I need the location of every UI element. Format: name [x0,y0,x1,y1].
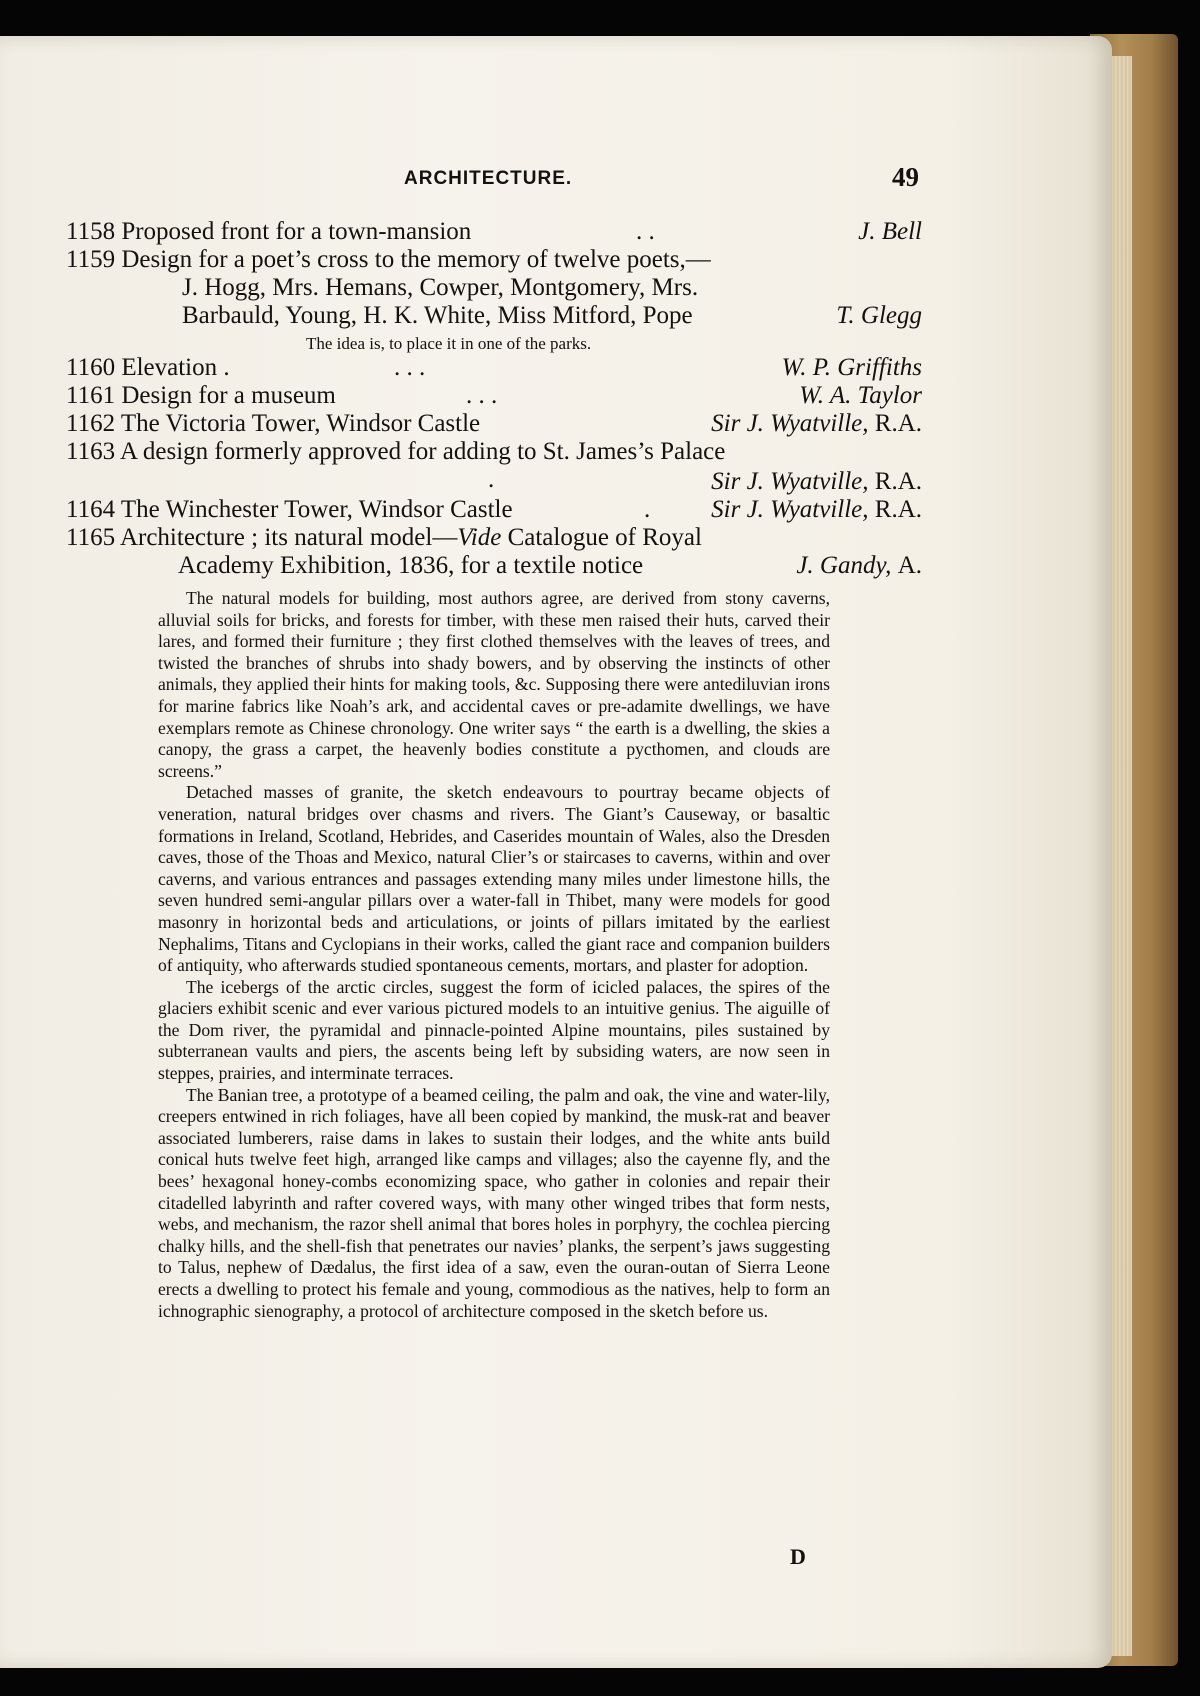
entry-1159-line2: J. Hogg, Mrs. Hemans, Cowper, Montgomery, Mrs. [182,274,699,301]
entry-number: 1164 [66,496,116,523]
entry-artist: Sir J. Wyatville, R.A. [711,496,922,523]
description-text [158,588,830,1322]
entry-artist: J. Gandy, A. [796,552,922,579]
entry-number: 1163 [66,438,116,465]
entry-number: 1160 [66,354,116,381]
running-header: ARCHITECTURE. [404,168,573,189]
page-number: 49 [892,162,919,192]
entry-title: The Victoria Tower, Windsor Castle [120,410,481,437]
entry-number: 1159 [66,246,116,273]
entry-artist: W. A. Taylor [799,382,922,409]
entry-artist: J. Bell [858,218,922,245]
entry-1165-line2: Academy Exhibition, 1836, for a textile notice [178,552,644,579]
paragraph: The Banian tree, a prototype of a beamed ceiling, the palm and oak, the vine and water-lily, creepers entwined in rich foliages, have all been copied by mankind, the musk-rat and beaver associated lumberers, raise dams in lakes to sustain their lodges, and the white ants build conical huts twelve feet high, arranged like camps and villages; also the cayenne fly, and the bees’ hexagonal honey-combs economizing space, who gather in colonies and repair their citadelled labyrinth and rafter covered ways, with many other winged tribes that form nests, webs, and mechanism, the razor shell animal that bores holes in porphyry, the cochlea piercing chalky hills, and the shell-fish that penetrates our navies’ planks, the serpent’s jaws suggesting to Talus, nephew of Dædalus, the first idea of a saw, even the ouran-outan of Sierra Leone erects a dwelling to protect his female and young, commodious as the natives, help to form an ichnographic sienography, a protocol of architecture composed in the sketch before us. [158,1084,830,1321]
leader-dots: . . . [394,354,426,381]
entry-title: Elevation . [121,354,230,381]
entry-title: Architecture ; its natural model—Vide Catalogue of Royal [119,524,702,551]
leader-dots: . . [636,218,655,245]
leader-dots: . [488,466,495,493]
entry-title: Proposed front for a town-mansion [121,218,472,245]
signature-mark: D [790,1544,806,1569]
paragraph: The icebergs of the arctic circles, suggest the form of icicled palaces, the spires of the glaciers exhibit scenic and ever various pictured models to an intuitive genius. The aiguille of the Dom river, the pyramidal and pinnacle-pointed Alpine mountains, piles sustained by subterranean vaults and piers, the ascents being left by subsiding waters, are now seen in steppes, prairies, and interminate terraces. [158,976,830,1084]
entry-number: 1165 [66,524,116,551]
entry-artist: W. P. Griffiths [781,354,922,381]
entry-number: 1162 [66,410,116,437]
book-page [0,36,1112,1668]
entry-title: A design formerly approved for adding to St. James’s Palace [119,438,726,465]
entry-number: 1161 [66,382,116,409]
entry-note: The idea is, to place it in one of the parks. [306,334,592,353]
entry-artist: T. Glegg [836,302,922,329]
paragraph: Detached masses of granite, the sketch endeavours to pourtray became objects of veneration, natural bridges over chasms and rivers. The Giant’s Causeway, or basaltic formations in Ireland, Scotland, Hebrides, and Caserides mountain of Wales, also the Dresden caves, those of the Thoas and Mexico, natural Clier’s or staircases to caverns, within and over caverns, and various entrances and passages extending many miles under limestone hills, the seven hundred semi-angular pillars over a water-fall in Thibet, many were models for good masonry in horizontal beds and articulations, or joints of pillars imitated by the earliest Nephalims, Titans and Cyclopians in their works, called the giant race and companion builders of antiquity, who afterwards studied spontaneous cements, mortars, and plaster for adoption. [158,782,830,976]
leader-dots: . . . [466,382,498,409]
entry-artist: Sir J. Wyatville, R.A. [711,410,922,437]
leader-dots: . [644,496,651,523]
entry-title: Design for a museum [121,382,336,409]
entry-1163 [66,438,725,466]
entry-title: The Winchester Tower, Windsor Castle [120,496,513,523]
entry-artist: Sir J. Wyatville, R.A. [711,468,922,495]
entry-1159-line3: Barbauld, Young, H. K. White, Miss Mitford, Pope [182,302,693,329]
entry-1159 [66,246,711,274]
entry-title: Design for a poet’s cross to the memory of twelve poets,— [121,246,711,273]
entry-1165 [66,524,702,552]
entry-number: 1158 [66,218,116,245]
paragraph: The natural models for building, most authors agree, are derived from stony caverns, alluvial soils for bricks, and forests for timber, with these men raised their huts, carved their lares, and formed their furniture ; they first clothed themselves with the leaves of trees, and twisted the branches of shrubs into shady bowers, and by observing the instincts of other animals, they applied their hints for making tools, &c. Supposing there were antediluvian irons for marine fabrics like Noah’s ark, and accidental caves or pre-adamite dwellings, we have exemplars remote as Chinese chronology. One writer says “ the earth is a dwelling, the skies a canopy, the grass a carpet, the heavenly bodies constitute a pycthomen, and clouds are screens.” [158,588,830,781]
